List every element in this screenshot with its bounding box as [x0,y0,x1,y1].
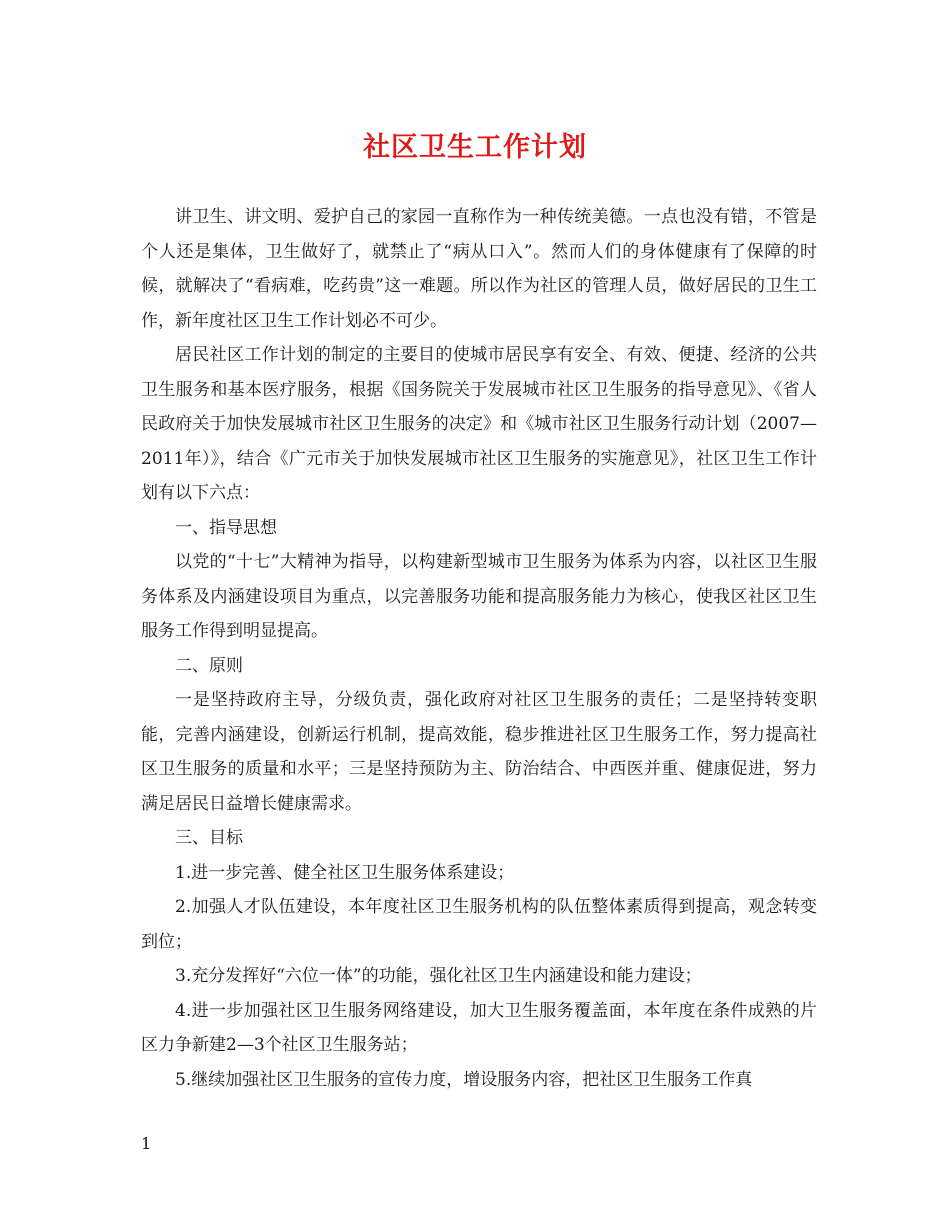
goal-item-4: 4.进一步加强社区卫生服务网络建设，加大卫生服务覆盖面，本年度在条件成熟的片区力争新建2—3个社区卫生服务站； [141,1000,817,1055]
page-number: 1 [141,1134,152,1153]
heading-goals: 三、目标 [175,828,243,848]
paragraph-principles: 一是坚持政府主导，分级负责，强化政府对社区卫生服务的责任；二是坚持转变职能，完善内涵建设，创新运行机制，提高效能，稳步推进社区卫生服务工作，努力提高社区卫生服务的质量和水平；三是坚持预防为主、防治结合、中西医并重、健康促进，努力满足居民日益增长健康需求。 [141,690,817,814]
paragraph-intro: 讲卫生、讲文明、爱护自己的家园一直称作为一种传统美德。一点也没有错，不管是个人还是集体，卫生做好了，就禁止了“病从口入”。然而人们的身体健康有了保障的时候，就解决了“看病难，吃药贵”这一难题。所以作为社区的管理人员，做好居民的卫生工作，新年度社区卫生工作计划必不可少。 [141,207,817,331]
document-body [141,200,817,1097]
paragraph-guiding-ideology: 以党的“十七”大精神为指导，以构建新型城市卫生服务为体系为内容，以社区卫生服务体系及内涵建设项目为重点，以完善服务功能和提高服务能力为核心，使我区社区卫生服务工作得到明显提高。 [141,552,817,641]
heading-guiding-ideology: 一、指导思想 [175,517,277,538]
heading-principles: 二、原则 [175,655,243,676]
paragraph-purpose: 居民社区工作计划的制定的主要目的使城市居民享有安全、有效、便捷、经济的公共卫生服务和基本医疗服务，根据《国务院关于发展城市社区卫生服务的指导意见》、《省人民政府关于加快发展城市社区卫生服务的决定》和《城市社区卫生服务行动计划（2007—2011年）》，结合《广元市关于加快发展城市社区卫生服务的实施意见》，社区卫生工作计划有以下六点： [141,345,817,503]
goal-item-5: 5.继续加强社区卫生服务的宣传力度，增设服务内容，把社区卫生服务工作真 [175,1069,753,1090]
document-title: 社区卫生工作计划 [363,132,587,163]
goal-item-1: 1.进一步完善、健全社区卫生服务体系建设； [175,862,515,883]
goal-item-3: 3.充分发挥好“六位一体”的功能，强化社区卫生内涵建设和能力建设； [175,966,702,986]
goal-item-2: 2.加强人才队伍建设，本年度社区卫生服务机构的队伍整体素质得到提高，观念转变到位； [141,897,817,952]
